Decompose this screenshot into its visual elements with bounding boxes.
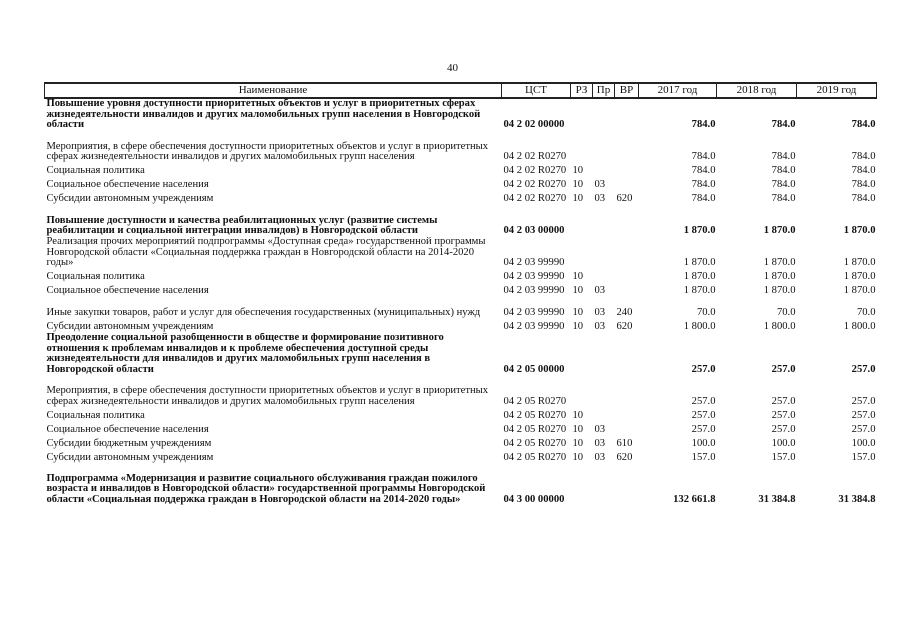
row-vr [615, 463, 639, 505]
row-2018: 257.0 [771, 423, 796, 435]
row-2017: 784.0 [691, 119, 716, 131]
table-row [45, 435, 877, 449]
row-name: Иные закупки товаров, работ и услуг для обеспечения государственных (муниципальных) нужд [46, 307, 481, 319]
table-row [45, 98, 877, 131]
table-row [45, 191, 877, 205]
row-2018: 1 870.0 [763, 257, 796, 269]
table-row [45, 421, 877, 435]
table-row [45, 319, 877, 333]
row-vr [615, 98, 639, 131]
row-2019: 100.0 [851, 437, 876, 449]
row-name: Реализация прочих мероприятий подпрограммы «Доступная среда» государственной программы Новгородской области «Социальная поддержка граждан в Новгородской области на 2014-2020 годы» [46, 237, 486, 269]
row-vr [615, 163, 639, 177]
row-2019: 257.0 [851, 395, 876, 407]
row-2019: 31 384.8 [838, 493, 876, 505]
row-2018: 257.0 [771, 395, 796, 407]
row-2018: 1 870.0 [763, 285, 796, 297]
table-header [45, 83, 877, 98]
row-name: Повышение доступности и качества реабилитационных услуг (развитие системы реабилитации и социальной интеграции инвалидов) в Новгородской области [46, 214, 438, 237]
row-pr: 03 [594, 437, 606, 449]
row-rz: 10 [572, 179, 584, 191]
row-2017: 132 661.8 [673, 493, 716, 505]
row-cst: 04 2 05 R0270 [503, 409, 567, 421]
table-row [45, 297, 877, 319]
row-pr [593, 463, 615, 505]
row-rz [571, 463, 593, 505]
row-2017: 1 800.0 [683, 321, 716, 333]
row-name: Мероприятия, в сфере обеспечения доступности приоритетных объектов и услуг в приоритетных сферах жизнедеятельности инвалидов и других маломобильных групп населения [46, 385, 489, 407]
row-2019: 70.0 [856, 307, 876, 319]
row-rz: 10 [572, 423, 584, 435]
row-cst: 04 2 03 99990 [503, 271, 565, 283]
row-2018: 784.0 [771, 119, 796, 131]
row-2017: 784.0 [691, 165, 716, 177]
row-rz: 10 [572, 193, 584, 205]
row-name: Социальное обеспечение населения [46, 423, 209, 435]
row-rz: 10 [572, 409, 584, 421]
row-rz: 10 [572, 451, 584, 463]
table-row [45, 463, 877, 505]
row-rz: 10 [572, 271, 584, 283]
row-name: Социальная политика [46, 271, 145, 283]
row-2019: 1 870.0 [843, 257, 876, 269]
table-row [45, 131, 877, 163]
row-2018: 257.0 [771, 363, 796, 375]
page-number: 40 [447, 62, 458, 74]
header-2018: 2018 год [717, 83, 797, 98]
row-2019: 1 800.0 [843, 321, 876, 333]
row-pr: 03 [594, 423, 606, 435]
row-cst: 04 2 03 99990 [503, 321, 565, 333]
row-2017: 70.0 [696, 307, 716, 319]
row-vr: 240 [616, 307, 633, 319]
row-vr: 620 [616, 451, 633, 463]
table-row [45, 283, 877, 297]
row-name: Субсидии автономным учреждениям [46, 451, 214, 463]
row-2019: 1 870.0 [843, 225, 876, 237]
row-2018: 257.0 [771, 409, 796, 421]
row-cst: 04 3 00 00000 [503, 493, 565, 505]
row-pr [593, 163, 615, 177]
row-cst: 04 2 05 R0270 [503, 423, 567, 435]
row-name: Повышение уровня доступности приоритетных объектов и услуг в приоритетных сферах жизнедеятельности инвалидов и других маломобильных групп населения в Новгородской области [46, 98, 481, 131]
row-vr [615, 131, 639, 163]
row-2019: 257.0 [851, 409, 876, 421]
row-2019: 784.0 [851, 119, 876, 131]
row-2017: 1 870.0 [683, 225, 716, 237]
row-rz: 10 [572, 321, 584, 333]
row-pr: 03 [594, 451, 606, 463]
row-pr [593, 407, 615, 421]
row-pr [593, 237, 615, 269]
row-rz: 10 [572, 285, 584, 297]
row-cst: 04 2 02 R0270 [503, 179, 567, 191]
row-pr [593, 375, 615, 407]
header-name: Наименование [45, 83, 502, 98]
row-2019: 1 870.0 [843, 285, 876, 297]
row-cst: 04 2 03 99990 [503, 257, 565, 269]
row-name: Субсидии бюджетным учреждениям [46, 437, 212, 449]
row-pr: 03 [594, 285, 606, 297]
row-rz: 10 [572, 165, 584, 177]
header-2017: 2017 год [639, 83, 717, 98]
table-row [45, 333, 877, 375]
budget-table [44, 82, 877, 505]
row-2017: 100.0 [691, 437, 716, 449]
row-rz [571, 375, 593, 407]
row-2017: 784.0 [691, 179, 716, 191]
row-cst: 04 2 05 R0270 [503, 451, 567, 463]
row-name: Преодоление социальной разобщенности в обществе и формирование позитивного отношения к проблемам инвалидов и к проблеме обеспечения доступной среды жизнедеятельности для инвалидов и других маломобильных групп населения в Новгородской области [46, 333, 444, 375]
row-2017: 784.0 [691, 193, 716, 205]
table-row [45, 449, 877, 463]
row-2017: 257.0 [691, 363, 716, 375]
row-2018: 1 800.0 [763, 321, 796, 333]
header-2019: 2019 год [797, 83, 877, 98]
row-vr [615, 407, 639, 421]
row-cst: 04 2 03 99990 [503, 307, 565, 319]
row-pr: 03 [594, 193, 606, 205]
row-2019: 784.0 [851, 193, 876, 205]
header-vr: ВР [615, 83, 639, 98]
row-vr [615, 205, 639, 237]
row-cst: 04 2 03 99990 [503, 285, 565, 297]
row-2018: 70.0 [776, 307, 796, 319]
row-vr [615, 333, 639, 375]
row-pr: 03 [594, 307, 606, 319]
row-cst: 04 2 02 R0270 [503, 151, 567, 163]
table-row [45, 407, 877, 421]
row-name: Субсидии автономным учреждениям [46, 193, 214, 205]
table-row [45, 163, 877, 177]
header-pr: Пр [593, 83, 615, 98]
table-row [45, 205, 877, 237]
row-pr [593, 205, 615, 237]
row-cst: 04 2 05 R0270 [503, 437, 567, 449]
row-name: Социальная политика [46, 409, 145, 421]
row-rz: 10 [572, 437, 584, 449]
row-pr: 03 [594, 179, 606, 191]
row-2017: 1 870.0 [683, 271, 716, 283]
row-vr [615, 269, 639, 283]
row-vr [615, 421, 639, 435]
row-cst: 04 2 05 00000 [503, 363, 565, 375]
row-name: Социальное обеспечение населения [46, 179, 209, 191]
row-2019: 157.0 [851, 451, 876, 463]
row-2017: 257.0 [691, 409, 716, 421]
row-2018: 784.0 [771, 179, 796, 191]
table-body [45, 98, 877, 505]
row-2018: 100.0 [771, 437, 796, 449]
header-rz: РЗ [571, 83, 593, 98]
row-2017: 257.0 [691, 395, 716, 407]
row-2019: 784.0 [851, 179, 876, 191]
table-row [45, 237, 877, 269]
row-2017: 1 870.0 [683, 285, 716, 297]
row-2019: 784.0 [851, 151, 876, 163]
table-row [45, 269, 877, 283]
header-cst: ЦСТ [502, 83, 571, 98]
row-2018: 157.0 [771, 451, 796, 463]
row-2019: 784.0 [851, 165, 876, 177]
row-2017: 257.0 [691, 423, 716, 435]
row-vr [615, 237, 639, 269]
table-row [45, 177, 877, 191]
row-2017: 1 870.0 [683, 257, 716, 269]
row-rz [571, 237, 593, 269]
row-2018: 1 870.0 [763, 271, 796, 283]
row-name: Социальное обеспечение населения [46, 285, 209, 297]
row-cst: 04 2 02 R0270 [503, 193, 567, 205]
row-2019: 1 870.0 [843, 271, 876, 283]
row-name: Субсидии автономным учреждениям [46, 321, 214, 333]
row-name: Социальная политика [46, 165, 145, 177]
row-2018: 1 870.0 [763, 225, 796, 237]
row-name: Мероприятия, в сфере обеспечения доступности приоритетных объектов и услуг в приоритетных сферах жизнедеятельности инвалидов и других маломобильных групп населения [46, 140, 489, 163]
row-rz [571, 205, 593, 237]
row-pr [593, 98, 615, 131]
row-2018: 784.0 [771, 165, 796, 177]
row-vr: 620 [616, 193, 633, 205]
row-cst: 04 2 02 R0270 [503, 165, 567, 177]
row-2018: 784.0 [771, 151, 796, 163]
row-vr: 620 [616, 321, 633, 333]
row-rz [571, 131, 593, 163]
row-2017: 784.0 [691, 151, 716, 163]
row-vr [615, 177, 639, 191]
table-row [45, 375, 877, 407]
row-pr: 03 [594, 321, 606, 333]
row-name: Подпрограмма «Модернизация и развитие социального обслуживания граждан пожилого возраста и инвалидов в Новгородской области» государственной программы Новгородской области «Социальная поддержка граждан в Новгородской области на 2014-2020 годы» [46, 472, 486, 505]
row-vr: 610 [616, 437, 633, 449]
row-rz: 10 [572, 307, 584, 319]
row-2018: 784.0 [771, 193, 796, 205]
row-cst: 04 2 02 00000 [503, 119, 565, 131]
row-cst: 04 2 05 R0270 [503, 395, 567, 407]
row-2019: 257.0 [851, 363, 876, 375]
row-rz [571, 333, 593, 375]
row-pr [593, 269, 615, 283]
row-cst: 04 2 03 00000 [503, 225, 565, 237]
row-2017: 157.0 [691, 451, 716, 463]
row-pr [593, 333, 615, 375]
row-2018: 31 384.8 [758, 493, 796, 505]
row-pr [593, 131, 615, 163]
row-rz [571, 98, 593, 131]
row-2019: 257.0 [851, 423, 876, 435]
row-vr [615, 283, 639, 297]
row-vr [615, 375, 639, 407]
